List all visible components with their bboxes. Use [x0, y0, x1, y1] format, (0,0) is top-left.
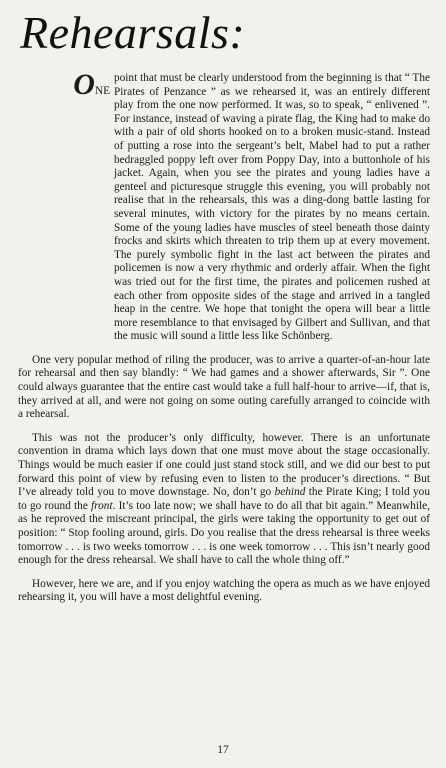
paragraph-3-emphasis-front: front	[91, 499, 113, 512]
paragraph-3-emphasis-behind: behind	[274, 486, 306, 499]
paragraph-3-part1: This was not the producer’s only difficulty, however. There is an unfortunate convention in drama which lays down that one must move about the stage occasionally. Things would be much easier if one could just stand stock still, and we did our best to put forward this point of view by refusing even to listen to the producer’s directions. “ But I’ve already told you to move downstage. No, don’t go	[18, 431, 430, 499]
paragraph-3	[18, 432, 430, 568]
page-title: Rehearsals:	[20, 7, 246, 58]
page-number: 17	[217, 744, 229, 756]
paragraph-1	[18, 68, 430, 344]
drop-cap	[18, 68, 114, 101]
article-body	[18, 68, 431, 605]
paragraph-3-part2: the Pirate King; I told you to go round the	[18, 486, 430, 512]
paragraph-1-text: point that must be clearly understood from the beginning is that “ The Pirates of Penzance ” as we rehearsed it, was an entirely different play from the one now performed. It was, so to speak, “ enlivened ”. For instance, instead of waving a pirate flag, the King had to make do with a pair of old shorts hooked on to a broken music-stand. Instead of putting a rose into the sergeant’s belt, Mabel had to put a rather bedraggled poppy left over from Poppy Day, into a buttonhole of his jacket. Again, when you see the pirates and young ladies have a genteel and picturesque struggle this evening, you will probably not realise that in the rehearsals, this was a ding-dong battle lasting for several minutes, with victory for the pirates by no means certain. Some of the young ladies have muscles of steel beneath those dainty frocks and skirts which threaten to trip them up at every movement. The purely symbolic fight in the last act between the pirates and policemen is now a very rhythmic and orderly affair. When the fight was tried out for the first time, the pirates and policemen rushed at each other from opposite sides of the stage and arrived in a tangled heap in the centre. We hope that tonight the opera will bear a little more resemblance to that envisaged by Gilbert and Sullivan, and that the music will sound a little less like Schönberg.	[114, 72, 430, 343]
paragraph-4: However, here we are, and if you enjoy watching the opera as much as we have enjoyed rehearsing it, you will have a most delightful evening.	[18, 577, 430, 604]
paragraph-2: One very popular method of riling the producer, was to arrive a quarter-of-an-hour late for rehearsal and then say blandly: “ We had games and a shower afterwards, Sir ”. One could always guarantee that the entire cast would take a full half-hour to arrive—if, that is, they arrived at all, and were not going on some outing carefully arranged to coincide with a rehearsal.	[18, 353, 430, 421]
drop-cap-lead: NE	[94, 85, 110, 97]
paragraph-3-part3: . It’s too late now; we shall have to do all that bit again.” Meanwhile, as he reproved the miscreant principal, the girls were taking the opportunity to get out of position: “ Stop fooling around, girls. Do you realise that the dress rehearsal is three weeks tomorrow . . . is two weeks tomorrow . . . is one week tomorrow . . . This isn’t nearly good enough for the dress rehearsal. We shall have to call the whole thing off.”	[18, 499, 431, 567]
drop-cap-letter: O	[73, 68, 95, 101]
